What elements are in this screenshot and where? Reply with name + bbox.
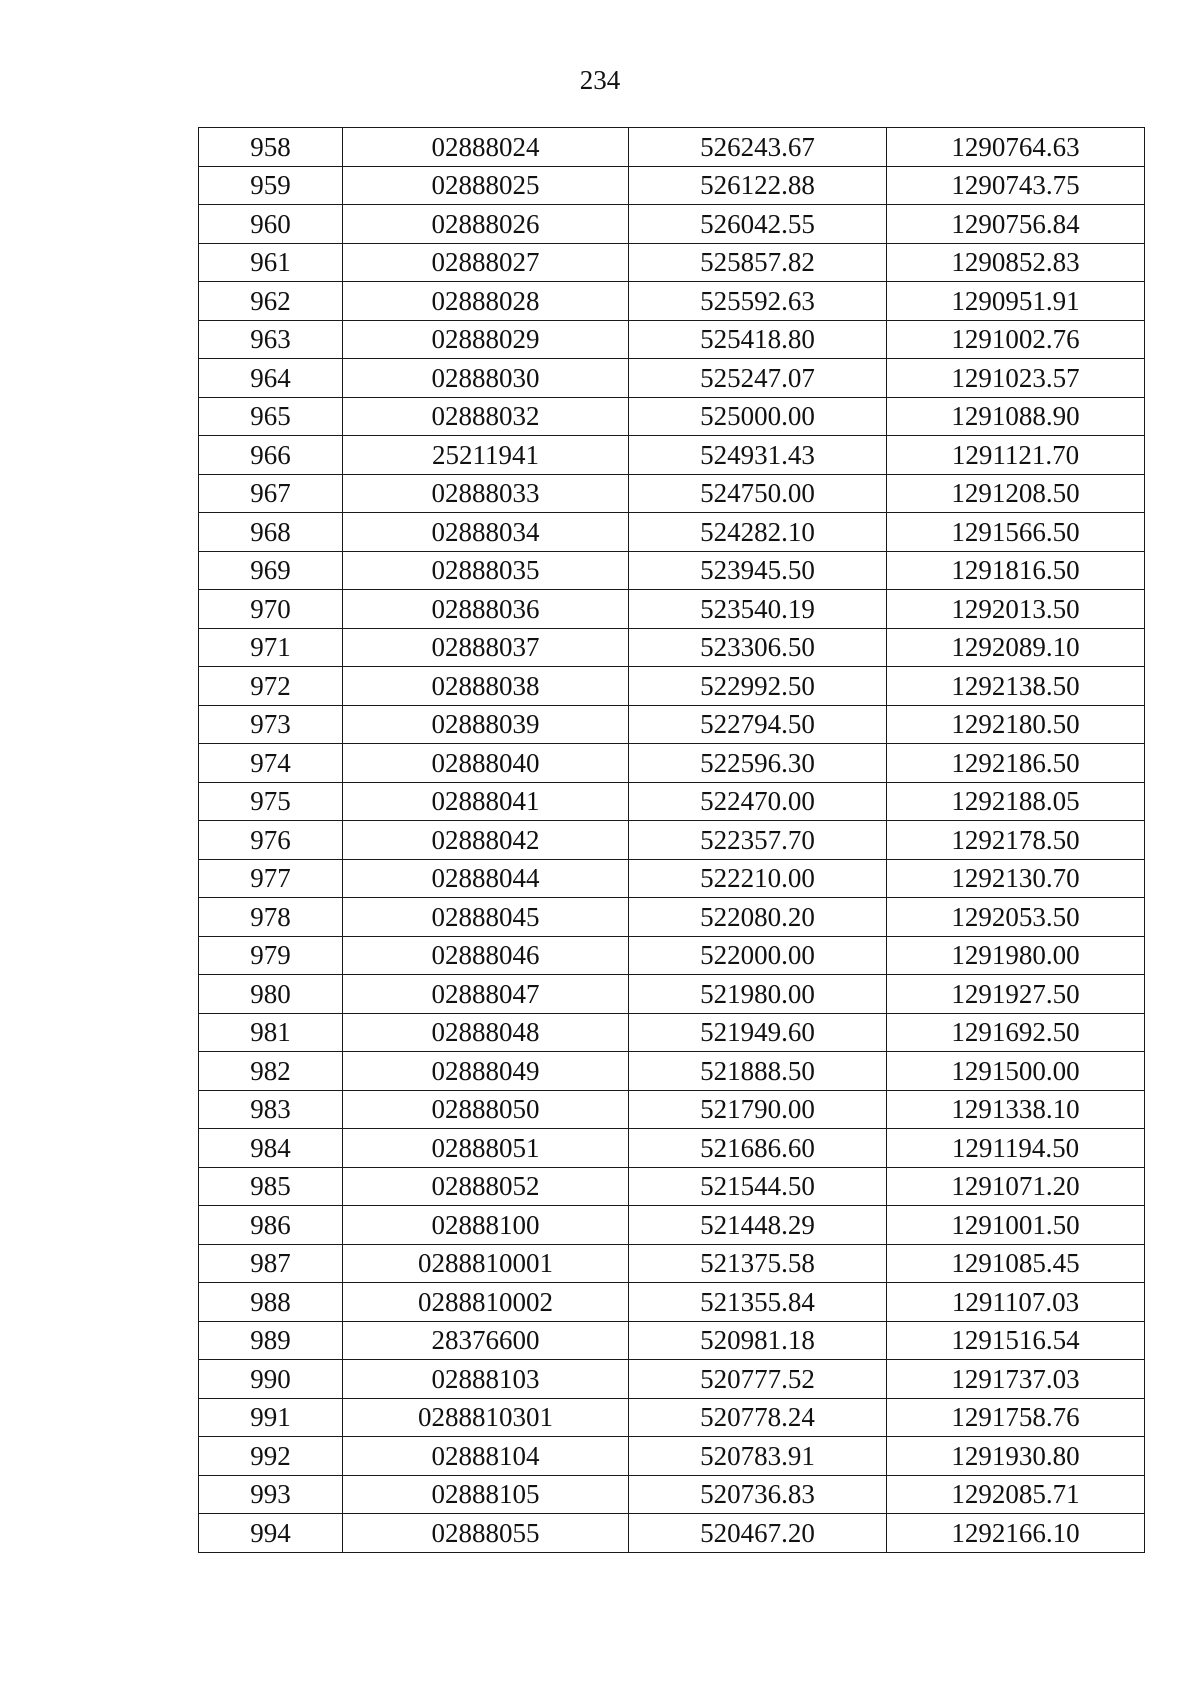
y-coordinate-cell: 1292166.10	[887, 1514, 1145, 1553]
table-row	[199, 320, 1145, 359]
y-coordinate-cell: 1291107.03	[887, 1283, 1145, 1322]
row-number-cell: 990	[199, 1360, 343, 1399]
point-id-cell: 28376600	[343, 1321, 629, 1360]
point-id-cell: 02888037	[343, 628, 629, 667]
y-coordinate-cell: 1292188.05	[887, 782, 1145, 821]
y-coordinate-cell: 1291208.50	[887, 474, 1145, 513]
point-id-cell: 02888035	[343, 551, 629, 590]
x-coordinate-cell: 521888.50	[629, 1052, 887, 1091]
y-coordinate-cell: 1292178.50	[887, 821, 1145, 860]
row-number-cell: 971	[199, 628, 343, 667]
row-number-cell: 963	[199, 320, 343, 359]
point-id-cell: 02888105	[343, 1475, 629, 1514]
y-coordinate-cell: 1291088.90	[887, 397, 1145, 436]
row-number-cell: 994	[199, 1514, 343, 1553]
table-row	[199, 936, 1145, 975]
point-id-cell: 0288810001	[343, 1244, 629, 1283]
table-row	[199, 128, 1145, 167]
x-coordinate-cell: 520778.24	[629, 1398, 887, 1437]
x-coordinate-cell: 521980.00	[629, 975, 887, 1014]
point-id-cell: 02888051	[343, 1129, 629, 1168]
x-coordinate-cell: 522470.00	[629, 782, 887, 821]
table-row	[199, 551, 1145, 590]
x-coordinate-cell: 522000.00	[629, 936, 887, 975]
x-coordinate-cell: 521949.60	[629, 1013, 887, 1052]
row-number-cell: 984	[199, 1129, 343, 1168]
point-id-cell: 02888047	[343, 975, 629, 1014]
row-number-cell: 983	[199, 1090, 343, 1129]
table-row	[199, 1167, 1145, 1206]
x-coordinate-cell: 521544.50	[629, 1167, 887, 1206]
table-row	[199, 1321, 1145, 1360]
x-coordinate-cell: 522596.30	[629, 744, 887, 783]
x-coordinate-cell: 520777.52	[629, 1360, 887, 1399]
point-id-cell: 02888025	[343, 166, 629, 205]
table-row	[199, 1475, 1145, 1514]
table-row	[199, 513, 1145, 552]
table-row	[199, 590, 1145, 629]
point-id-cell: 02888055	[343, 1514, 629, 1553]
point-id-cell: 02888103	[343, 1360, 629, 1399]
y-coordinate-cell: 1291516.54	[887, 1321, 1145, 1360]
x-coordinate-cell: 521686.60	[629, 1129, 887, 1168]
x-coordinate-cell: 525857.82	[629, 243, 887, 282]
table-row	[199, 705, 1145, 744]
point-id-cell: 02888029	[343, 320, 629, 359]
y-coordinate-cell: 1290756.84	[887, 205, 1145, 244]
table-row	[199, 782, 1145, 821]
x-coordinate-cell: 522080.20	[629, 898, 887, 937]
row-number-cell: 980	[199, 975, 343, 1014]
y-coordinate-cell: 1291071.20	[887, 1167, 1145, 1206]
point-id-cell: 02888033	[343, 474, 629, 513]
point-id-cell: 02888027	[343, 243, 629, 282]
table-row	[199, 898, 1145, 937]
point-id-cell: 0288810002	[343, 1283, 629, 1322]
row-number-cell: 992	[199, 1437, 343, 1476]
x-coordinate-cell: 521355.84	[629, 1283, 887, 1322]
table-row	[199, 667, 1145, 706]
table-body	[199, 128, 1145, 1553]
row-number-cell: 975	[199, 782, 343, 821]
point-id-cell: 25211941	[343, 436, 629, 475]
row-number-cell: 958	[199, 128, 343, 167]
table-row	[199, 1398, 1145, 1437]
point-id-cell: 02888050	[343, 1090, 629, 1129]
y-coordinate-cell: 1291816.50	[887, 551, 1145, 590]
row-number-cell: 976	[199, 821, 343, 860]
point-id-cell: 02888052	[343, 1167, 629, 1206]
x-coordinate-cell: 526122.88	[629, 166, 887, 205]
y-coordinate-cell: 1291002.76	[887, 320, 1145, 359]
row-number-cell: 977	[199, 859, 343, 898]
x-coordinate-cell: 525247.07	[629, 359, 887, 398]
y-coordinate-cell: 1291927.50	[887, 975, 1145, 1014]
point-id-cell: 02888024	[343, 128, 629, 167]
x-coordinate-cell: 521375.58	[629, 1244, 887, 1283]
row-number-cell: 979	[199, 936, 343, 975]
table-row	[199, 436, 1145, 475]
table-row	[199, 1129, 1145, 1168]
x-coordinate-cell: 524750.00	[629, 474, 887, 513]
row-number-cell: 985	[199, 1167, 343, 1206]
point-id-cell: 02888100	[343, 1206, 629, 1245]
row-number-cell: 965	[199, 397, 343, 436]
point-id-cell: 02888045	[343, 898, 629, 937]
table-row	[199, 282, 1145, 321]
table-row	[199, 474, 1145, 513]
coordinates-table	[198, 127, 1145, 1553]
point-id-cell: 02888046	[343, 936, 629, 975]
point-id-cell: 02888032	[343, 397, 629, 436]
row-number-cell: 973	[199, 705, 343, 744]
point-id-cell: 02888044	[343, 859, 629, 898]
row-number-cell: 978	[199, 898, 343, 937]
x-coordinate-cell: 520736.83	[629, 1475, 887, 1514]
table-row	[199, 859, 1145, 898]
x-coordinate-cell: 525000.00	[629, 397, 887, 436]
y-coordinate-cell: 1291001.50	[887, 1206, 1145, 1245]
row-number-cell: 969	[199, 551, 343, 590]
y-coordinate-cell: 1292085.71	[887, 1475, 1145, 1514]
x-coordinate-cell: 524282.10	[629, 513, 887, 552]
table-row	[199, 1013, 1145, 1052]
row-number-cell: 987	[199, 1244, 343, 1283]
row-number-cell: 982	[199, 1052, 343, 1091]
table-row	[199, 628, 1145, 667]
y-coordinate-cell: 1290852.83	[887, 243, 1145, 282]
row-number-cell: 964	[199, 359, 343, 398]
y-coordinate-cell: 1290764.63	[887, 128, 1145, 167]
x-coordinate-cell: 522794.50	[629, 705, 887, 744]
x-coordinate-cell: 521448.29	[629, 1206, 887, 1245]
x-coordinate-cell: 522357.70	[629, 821, 887, 860]
table-row	[199, 1244, 1145, 1283]
point-id-cell: 02888030	[343, 359, 629, 398]
y-coordinate-cell: 1291758.76	[887, 1398, 1145, 1437]
x-coordinate-cell: 520783.91	[629, 1437, 887, 1476]
page-number: 234	[579, 65, 621, 95]
row-number-cell: 991	[199, 1398, 343, 1437]
point-id-cell: 02888104	[343, 1437, 629, 1476]
y-coordinate-cell: 1291930.80	[887, 1437, 1145, 1476]
table-row	[199, 1052, 1145, 1091]
point-id-cell: 02888028	[343, 282, 629, 321]
row-number-cell: 959	[199, 166, 343, 205]
table-row	[199, 397, 1145, 436]
table-row	[199, 243, 1145, 282]
point-id-cell: 02888036	[343, 590, 629, 629]
y-coordinate-cell: 1290951.91	[887, 282, 1145, 321]
table-row	[199, 1206, 1145, 1245]
row-number-cell: 972	[199, 667, 343, 706]
x-coordinate-cell: 525592.63	[629, 282, 887, 321]
x-coordinate-cell: 523306.50	[629, 628, 887, 667]
row-number-cell: 966	[199, 436, 343, 475]
point-id-cell: 02888041	[343, 782, 629, 821]
y-coordinate-cell: 1291121.70	[887, 436, 1145, 475]
point-id-cell: 02888034	[343, 513, 629, 552]
row-number-cell: 974	[199, 744, 343, 783]
row-number-cell: 960	[199, 205, 343, 244]
point-id-cell: 0288810301	[343, 1398, 629, 1437]
row-number-cell: 967	[199, 474, 343, 513]
row-number-cell: 962	[199, 282, 343, 321]
y-coordinate-cell: 1292130.70	[887, 859, 1145, 898]
y-coordinate-cell: 1292186.50	[887, 744, 1145, 783]
x-coordinate-cell: 520467.20	[629, 1514, 887, 1553]
point-id-cell: 02888048	[343, 1013, 629, 1052]
table-row	[199, 359, 1145, 398]
row-number-cell: 988	[199, 1283, 343, 1322]
x-coordinate-cell: 525418.80	[629, 320, 887, 359]
row-number-cell: 989	[199, 1321, 343, 1360]
y-coordinate-cell: 1291085.45	[887, 1244, 1145, 1283]
x-coordinate-cell: 526042.55	[629, 205, 887, 244]
y-coordinate-cell: 1292013.50	[887, 590, 1145, 629]
table-row	[199, 166, 1145, 205]
y-coordinate-cell: 1292089.10	[887, 628, 1145, 667]
point-id-cell: 02888038	[343, 667, 629, 706]
point-id-cell: 02888040	[343, 744, 629, 783]
x-coordinate-cell: 522992.50	[629, 667, 887, 706]
y-coordinate-cell: 1292138.50	[887, 667, 1145, 706]
x-coordinate-cell: 523540.19	[629, 590, 887, 629]
table-row	[199, 205, 1145, 244]
row-number-cell: 970	[199, 590, 343, 629]
y-coordinate-cell: 1291500.00	[887, 1052, 1145, 1091]
y-coordinate-cell: 1291566.50	[887, 513, 1145, 552]
y-coordinate-cell: 1292180.50	[887, 705, 1145, 744]
x-coordinate-cell: 526243.67	[629, 128, 887, 167]
x-coordinate-cell: 520981.18	[629, 1321, 887, 1360]
table-row	[199, 1090, 1145, 1129]
y-coordinate-cell: 1291023.57	[887, 359, 1145, 398]
table-row	[199, 821, 1145, 860]
x-coordinate-cell: 521790.00	[629, 1090, 887, 1129]
x-coordinate-cell: 522210.00	[629, 859, 887, 898]
row-number-cell: 981	[199, 1013, 343, 1052]
y-coordinate-cell: 1292053.50	[887, 898, 1145, 937]
x-coordinate-cell: 523945.50	[629, 551, 887, 590]
y-coordinate-cell: 1291980.00	[887, 936, 1145, 975]
y-coordinate-cell: 1291338.10	[887, 1090, 1145, 1129]
table-row	[199, 975, 1145, 1014]
point-id-cell: 02888042	[343, 821, 629, 860]
row-number-cell: 961	[199, 243, 343, 282]
table-row	[199, 1437, 1145, 1476]
row-number-cell: 968	[199, 513, 343, 552]
point-id-cell: 02888039	[343, 705, 629, 744]
table-row	[199, 744, 1145, 783]
row-number-cell: 993	[199, 1475, 343, 1514]
point-id-cell: 02888026	[343, 205, 629, 244]
table-row	[199, 1283, 1145, 1322]
table-row	[199, 1514, 1145, 1553]
x-coordinate-cell: 524931.43	[629, 436, 887, 475]
y-coordinate-cell: 1291692.50	[887, 1013, 1145, 1052]
row-number-cell: 986	[199, 1206, 343, 1245]
y-coordinate-cell: 1291737.03	[887, 1360, 1145, 1399]
table-row	[199, 1360, 1145, 1399]
point-id-cell: 02888049	[343, 1052, 629, 1091]
y-coordinate-cell: 1291194.50	[887, 1129, 1145, 1168]
y-coordinate-cell: 1290743.75	[887, 166, 1145, 205]
